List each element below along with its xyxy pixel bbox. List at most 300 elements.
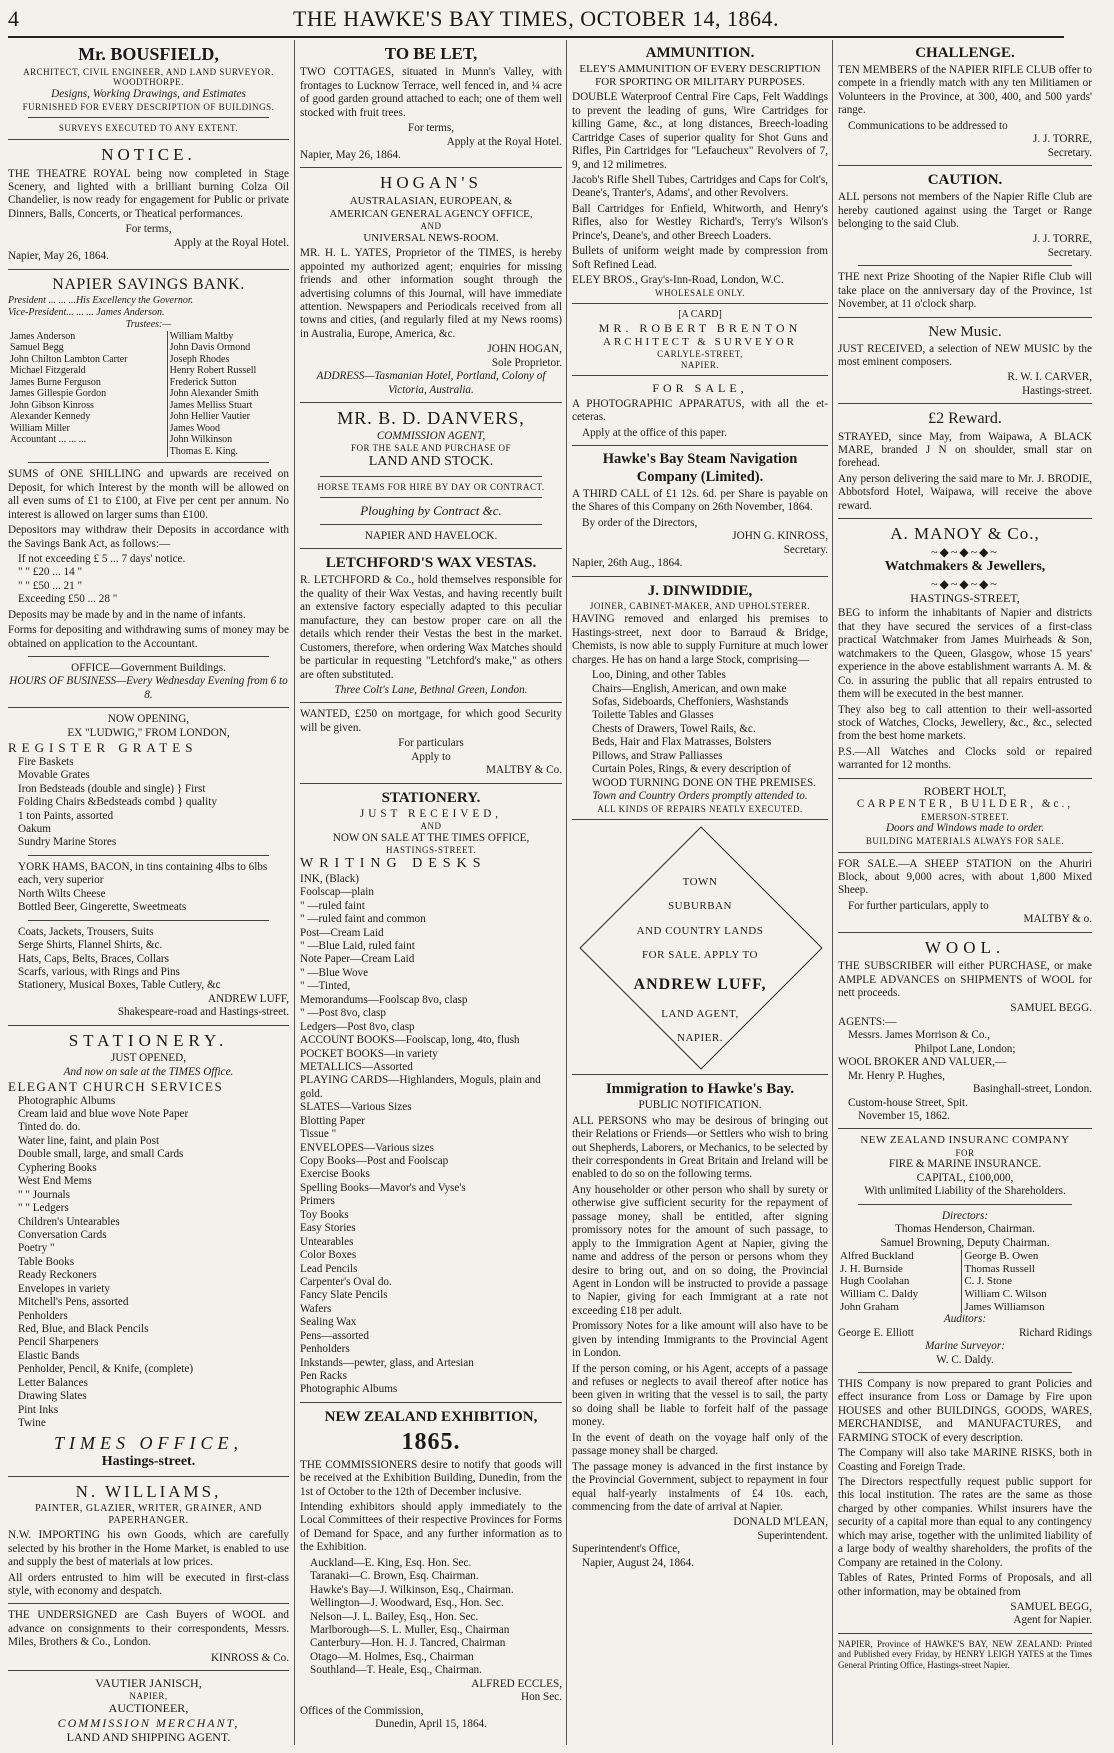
- list-item: Photographic Albums: [300, 1383, 398, 1396]
- ad-body: The Directors respectfully request public support for this local institution. The rates are the same as those charged by other companies. Whilst insurers have the security of a capital more than equal to any contingency which may arise, together with the unlimited liability of a large body of wealthy shareholders, the profits of the Company are retained in the Colony.: [838, 1476, 1092, 1569]
- divider: [300, 167, 562, 168]
- trustee-name: Michael Fitzgerald: [10, 365, 86, 377]
- director-name: Hugh Coolahan: [840, 1275, 910, 1288]
- list-item: Toy Books: [300, 1208, 349, 1221]
- ad-title: Hawke's Bay Steam Navigation Company (Limited).: [602, 451, 798, 485]
- ad-subtitle: Watchmakers & Jewellers,: [884, 558, 1046, 574]
- item-list: [572, 669, 828, 790]
- ad-title: CHALLENGE.: [915, 45, 1015, 61]
- divider: [838, 778, 1092, 779]
- list-item: Beds, Hair and Flax Matrasses, Bolsters: [592, 736, 772, 749]
- divider: [8, 1025, 289, 1026]
- list-item: Lead Pencils: [300, 1262, 358, 1275]
- ad-text: WHOLESALE ONLY.: [655, 287, 745, 298]
- ad-subtitle: PAINTER, GLAZIER, WRITER, GRAINER, AND PAPERHANGER.: [35, 1503, 262, 1527]
- ad-signature: Sole Proprietor.: [491, 356, 562, 369]
- ad-body: R. LETCHFORD & Co., hold themselves responsible for the quality of their Wax Vestas, and having recently built an extensive factory especially adapted to this peculiar manufacture, they can bestow proper care on all the details which render their Vestas the best in the market. Customers, therefore, when ordering Wax Matches should be particular in requesting "Letchford's make," as others are often substituted.: [300, 574, 562, 681]
- ad-title: HOGAN'S: [380, 173, 482, 193]
- divider: [300, 402, 562, 403]
- column-3: [572, 44, 828, 1744]
- divider: [28, 855, 269, 856]
- ad-title: New Music.: [928, 323, 1002, 340]
- trustee-name: Accountant ... ... ...: [10, 434, 87, 446]
- divider: [28, 656, 269, 657]
- ad-title: Mr. BOUSFIELD,: [78, 44, 219, 64]
- ad-body: MR. H. L. YATES, Proprietor of the TIMES, is hereby appointed my authorized agent; enquiries for missing friends and other information sought through the advertising columns of this Journal, will have immediate attention. Newspapers and Periodicals received from all towns and cities, (and regularly filed at my News rooms) in Australia, Europe, America, &c.: [300, 247, 562, 340]
- list-item: Letter Balances: [18, 1376, 88, 1389]
- list-item: Tinted do. do.: [18, 1121, 81, 1134]
- ad-signature: J. J. TORRE,: [1033, 133, 1092, 146]
- trustee-name: James Gillespie Gordon: [10, 388, 107, 400]
- ad-text: Basinghall-street, London.: [973, 1083, 1092, 1096]
- ad-body: THE SUBSCRIBER will either PURCHASE, or make AMPLE ADVANCES on SHIPMENTS of WOOL for nett proceeds.: [838, 960, 1092, 1000]
- directors-right: [962, 1250, 1092, 1313]
- director-name: C. J. Stone: [964, 1275, 1012, 1288]
- trustee-name: John Wilkinson: [169, 434, 233, 446]
- column-2: [300, 44, 562, 1744]
- ad-text: NOW OPENING,: [107, 713, 190, 726]
- ad-immigration: [572, 1080, 828, 1570]
- ad-text: AND: [420, 821, 442, 832]
- divider: [8, 1476, 289, 1477]
- ad-text: Communications to be addressed to: [848, 119, 1008, 132]
- divider: [28, 920, 269, 921]
- list-item: Chairs—English, American, and own make: [592, 682, 787, 695]
- list-item: Pens—assorted: [300, 1329, 369, 1342]
- trustee-name: John Davis Ormond: [169, 342, 251, 354]
- ad-bousfield: [8, 44, 289, 134]
- ad-body: The Company will also take MARINE RISKS, both in Coasting and Foreign Trade.: [838, 1447, 1092, 1473]
- ad-subtitle: ELEY'S AMMUNITION OF EVERY DESCRIPTION FOR SPORTING OR MILITARY PURPOSES.: [579, 63, 821, 89]
- ad-subtitle: AUSTRALASIAN, EUROPEAN, &: [349, 194, 513, 207]
- ad-text: BUILDING MATERIALS ALWAYS FOR SALE.: [865, 835, 1065, 846]
- ad-body: THIS Company is now prepared to grant Policies and effect insurance from Loss or Damage by Fire upon HOUSES and other BUILDINGS, GOODS, WARES, MERCHANDISE, and MANUFACTURES, and FARMING STOCK of every description.: [838, 1377, 1092, 1444]
- ad-signature: Hastings-street.: [1022, 384, 1092, 397]
- trustee-name: John Hellier Vautier: [169, 411, 251, 423]
- ad-body: SUMS of ONE SHILLING and upwards are received on Deposit, for which Interest by the month will be allowed on all even sums of £1 to £100, at Five per cent per annum. No interest is allowed on larger sums than £100.: [8, 468, 289, 521]
- ad-text: Apply at the office of this paper.: [582, 426, 727, 439]
- ad-vestas: [300, 554, 562, 697]
- divider: [838, 1128, 1092, 1129]
- divider: [838, 403, 1092, 404]
- list-item: Wellington—J. Woodward, Esq., Hon. Sec.: [310, 1597, 504, 1610]
- ad-text: FURNISHED FOR EVERY DESCRIPTION OF BUILDINGS.: [22, 101, 275, 112]
- column-rule: [566, 40, 567, 1745]
- ad-text: Town and Country Orders promptly attended to.: [592, 790, 808, 803]
- ad-text: Auditors:: [943, 1313, 987, 1326]
- ad-signature: Hon Sec.: [520, 1691, 562, 1704]
- ad-body: In the event of death on the voyage half only of the passage money shall be charged.: [572, 1431, 828, 1458]
- ad-subtitle: ARCHITECT & SURVEYOR: [603, 335, 797, 348]
- ad-body: THE UNDERSIGNED are Cash Buyers of WOOL and advance on consignments to their correspondents, Messrs. Miles, Brothers & Co., London.: [8, 1609, 289, 1649]
- list-item: Fire Baskets: [18, 755, 74, 768]
- ad-caution: [838, 171, 1092, 312]
- divider: [838, 932, 1092, 933]
- trustee-name: Alexander Kennedy: [10, 411, 91, 423]
- ad-body: Intending exhibitors should apply immediately to the Local Committees of their respective Provinces for Forms of Demand for Space, and any further information as to the Exhibition.: [300, 1501, 562, 1554]
- ad-ammunition: [572, 44, 828, 298]
- ad-text: For further particulars, apply to: [848, 899, 989, 912]
- ad-text: Thomas Henderson, Chairman.: [895, 1223, 1035, 1236]
- list-item: Sofas, Sideboards, Cheffoniers, Washstands: [592, 696, 789, 708]
- ad-text: Vice-President... ... ... James Anderson.: [8, 306, 165, 318]
- ad-luff-stores: [8, 713, 289, 1019]
- list-item: Blotting Paper: [300, 1114, 365, 1127]
- ad-heading: REGISTER GRATES: [8, 740, 198, 756]
- ad-signature: MALTBY & o.: [1023, 913, 1092, 926]
- auditor-name: George E. Elliott: [838, 1326, 914, 1339]
- ad-signature: J. J. TORRE,: [1033, 233, 1092, 246]
- ad-text: FOR: [955, 1147, 975, 1158]
- ad-text: FOR THE SALE AND PURCHASE OF: [350, 443, 512, 454]
- list-item: Children's Untearables: [18, 1215, 120, 1228]
- schedule-row: If not exceeding £ 5 ... 7 days' notice.: [18, 552, 186, 565]
- ad-savings-bank: [8, 275, 289, 703]
- ad-text: With unlimited Liability of the Shareholders.: [864, 1185, 1066, 1198]
- list-item: Pen Racks: [300, 1370, 347, 1383]
- ad-text: HOURS OF BUSINESS—Every Wednesday Evening from 6 to 8.: [9, 675, 288, 701]
- ad-body: THE COMMISSIONERS desire to notify that goods will be received at the Exhibition Building, Dunedin, from the 1st of October to the 12th of December inclusive.: [300, 1458, 562, 1498]
- ad-body: DOUBLE Waterproof Central Fire Caps, Felt Waddings to prevent the leading of guns, Wire Cartridges for killing Game, &c., at long distances, Breech-loading Cartridge Cases of superior quality for Shot Guns and Rifles, Pin Cartridges for "Lefaucheux" Revolvers of 7, 9, and 12 milimetres.: [572, 91, 828, 171]
- ad-text: NAPIER.: [680, 359, 720, 370]
- ad-body: Forms for depositing and withdrawing sums of money may be obtained on application to the Accountant.: [8, 624, 289, 650]
- trustee-name: John Alexander Smith: [169, 388, 259, 400]
- ad-title: N. WILLIAMS,: [75, 1481, 222, 1501]
- ad-body: P.S.—All Watches and Clocks sold or repaired warranted for 12 months.: [838, 745, 1092, 772]
- list-item: Twine: [18, 1417, 46, 1430]
- ad-text: AUCTIONEER,: [108, 1701, 189, 1716]
- ad-body: FOR SALE.—A SHEEP STATION on the Ahuriri Block, about 9,000 acres, with about 1,800 Mixed Sheep.: [838, 857, 1092, 897]
- list-item: POCKET BOOKS—in variety: [300, 1047, 438, 1060]
- list-item: Drawing Slates: [18, 1390, 87, 1403]
- ad-title: NOTICE.: [101, 145, 196, 165]
- ad-heading: WRITING DESKS: [300, 856, 487, 872]
- divider: [838, 852, 1092, 853]
- ad-text: HASTINGS-STREET,: [910, 591, 1020, 606]
- trustee-name: William Maltby: [169, 330, 234, 342]
- list-item: Movable Grates: [18, 769, 90, 782]
- list-item: " —Tinted,: [300, 980, 351, 993]
- ad-place: NAPIER,: [129, 1690, 168, 1701]
- divider: [572, 1074, 828, 1075]
- ad-body: They also beg to call attention to their well-assorted stock of Watches, Clocks, Jewellery, &c., &c., selected from the best home markets.: [838, 703, 1092, 743]
- ad-text: Doors and Windows made to order.: [885, 822, 1045, 835]
- ad-title: J. DINWIDDIE,: [647, 582, 753, 599]
- list-item: Loo, Dining, and other Tables: [592, 669, 726, 682]
- list-item: PLAYING CARDS—Highlanders, Moguls, plain and gold.: [300, 1074, 541, 1100]
- director-name: James Williamson: [964, 1300, 1045, 1313]
- list-item: Bottled Beer, Gingerette, Sweetmeats: [18, 901, 187, 914]
- ad-reward: [838, 409, 1092, 513]
- item-list: [8, 926, 289, 993]
- ad-manoy: [838, 524, 1092, 773]
- ad-title: CAUTION.: [927, 172, 1003, 189]
- ad-date: Dunedin, April 15, 1864.: [375, 1718, 487, 1731]
- divider: [320, 497, 542, 498]
- ad-body: WANTED, £250 on mortgage, for which good Security will be given.: [300, 708, 562, 734]
- ad-body: ALL PERSONS who may be desirous of bringing out their Relations or Friends—or Settlers who wish to bring out Shepherds, Laborers, or Mechanics, to be selected by their correspondents in Great Britain and Ireland will be enabled to do so on the following terms.: [572, 1114, 828, 1181]
- ad-place: WOODTHORPE.: [113, 77, 184, 88]
- ad-signature: Superintendent.: [757, 1529, 828, 1542]
- ad-title: STATIONERY.: [381, 789, 481, 806]
- ad-subtitle: PUBLIC NOTIFICATION.: [638, 1099, 762, 1112]
- divider: [572, 375, 828, 376]
- list-item: YORK HAMS, BACON, in tins containing 4lbs to 6lbs each, very superior: [18, 860, 268, 887]
- ad-text: By order of the Directors,: [582, 516, 698, 529]
- divider: [8, 269, 289, 270]
- ad-title: VAUTIER JANISCH,: [95, 1676, 202, 1691]
- ad-signature: Secretary.: [783, 543, 828, 556]
- ad-body: STRAYED, since May, from Waipawa, A BLACK MARE, branded J N on shoulder, small star on forehead.: [838, 430, 1092, 470]
- ad-text: JUST OPENED,: [110, 1052, 186, 1065]
- divider: [858, 1372, 1072, 1373]
- ad-text: Samuel Browning, Deputy Chairman.: [880, 1236, 1050, 1249]
- ad-text: OFFICE—Government Buildings.: [71, 662, 226, 675]
- list-item: Ready Reckoners: [18, 1269, 97, 1282]
- ad-luff-lands: [581, 828, 819, 1066]
- ad-body: The passage money is advanced in the first instance by the Provincial Government, subject to repayment in four equal half-yearly instalments of £4 10s. each, commencing from the date of arrival at Napier.: [572, 1460, 828, 1513]
- list-item: Wafers: [300, 1302, 332, 1315]
- diamond-text: [581, 870, 819, 1050]
- ad-wanted: [300, 708, 562, 777]
- ad-body: Ball Cartridges for Enfield, Whitworth, and Henry's Rifles, also for Westley Richard's, Terry's Wilson's Prince's, Deane's, and other Breech Loaders.: [572, 202, 828, 242]
- schedule-row: " " £50 ... 21 ": [18, 579, 83, 592]
- ad-text: SUBURBAN: [668, 900, 732, 913]
- ad-text: For terms,: [125, 223, 172, 236]
- divider: [300, 548, 562, 549]
- divider: [300, 1402, 562, 1403]
- ad-date: November 15, 1862.: [858, 1109, 950, 1122]
- divider: [300, 783, 562, 784]
- ad-title: WOOL.: [924, 937, 1006, 957]
- ad-signature: SAMUEL BEGG.: [1010, 1002, 1092, 1015]
- ad-text: LAND AGENT,: [661, 1008, 739, 1021]
- trustee-name: James Burne Ferguson: [10, 376, 101, 388]
- director-name: J. H. Burnside: [840, 1262, 903, 1275]
- ad-body: BEG to inform the inhabitants of Napier and districts that they have secured the services of a first-class practical Watchmaker from James Muirheads & Son, watchmakers to the Queen, Glasgow, whose 15 years' experience in the above establishment warrants A. M. & Co. in assuring the public that all repairs entrusted to them will be executed in the best manner.: [838, 607, 1092, 701]
- ad-body: All orders entrusted to him will be executed in first-class style, with economy and despatch.: [8, 1571, 289, 1598]
- ad-title: MR. ROBERT BRENTON: [598, 321, 802, 336]
- ad-text: NOW ON SALE AT THE TIMES OFFICE,: [332, 831, 530, 844]
- list-item: Sundry Marine Stores: [18, 836, 117, 849]
- list-item: " " Journals: [18, 1188, 71, 1201]
- ad-subtitle: Hastings-street.: [101, 1454, 196, 1470]
- list-item: Photographic Albums: [18, 1094, 116, 1107]
- directors-left: [838, 1250, 962, 1313]
- ad-body: A PHOTOGRAPHIC APPARATUS, with all the et-ceteras.: [572, 397, 828, 424]
- list-item: 1 ton Paints, assorted: [18, 809, 114, 822]
- list-item: Ledgers—Post 8vo, clasp: [300, 1020, 415, 1033]
- ad-text: HASTINGS-STREET.: [385, 845, 477, 856]
- list-item: Pillows, and Straw Palliasses: [592, 749, 723, 762]
- trustee-name: Frederick Sutton: [169, 376, 237, 388]
- list-item: SLATES—Various Sizes: [300, 1101, 412, 1114]
- list-item: Marlborough—S. L. Muller, Esq., Chairman: [310, 1623, 510, 1636]
- list-item: Foolscap—plain: [300, 886, 374, 899]
- list-item: Table Books: [18, 1255, 75, 1268]
- item-list: [8, 1095, 289, 1431]
- ad-title: TIMES OFFICE,: [54, 1432, 243, 1453]
- ad-steam-navigation: [572, 451, 828, 570]
- list-item: Toilette Tables and Glasses: [592, 709, 714, 722]
- ad-subtitle: AND: [420, 221, 442, 232]
- ad-text: Custom-house Street, Spit.: [848, 1096, 968, 1109]
- list-item: Hawke's Bay—J. Wilkinson, Esq., Chairman.: [310, 1583, 514, 1596]
- ad-body: HAVING removed and enlarged his premises to Hastings-street, next door to Barraud & Bridge, Chemists, is now able to supply Furniture at much lower charges. He has on hand a large Stock, comprising—: [572, 613, 828, 666]
- trustee-name: Thomas E. King.: [169, 445, 238, 457]
- list-item: Memorandums—Foolscap 8vo, clasp: [300, 993, 468, 1006]
- ad-wool-begg: [838, 938, 1092, 1124]
- divider: [320, 524, 542, 525]
- list-item: Auckland—E. King, Esq. Hon. Sec.: [310, 1556, 472, 1569]
- ad-exhibition: [300, 1408, 562, 1732]
- ad-title: A. MANOY & Co.,: [890, 524, 1040, 544]
- divider: [858, 1204, 1072, 1205]
- list-item: Penholder, Pencil, & Knife, (complete): [18, 1363, 194, 1376]
- divider: [838, 317, 1092, 318]
- ad-text: And now on sale at the TIMES Office.: [63, 1065, 234, 1078]
- ad-text: AND COUNTRY LANDS: [636, 924, 764, 937]
- ad-address: ADDRESS—Tasmanian Hotel, Portland, Colony of Victoria, Australia.: [316, 370, 546, 396]
- ad-date: Napier, August 24, 1864.: [582, 1556, 695, 1569]
- ad-signature: MALTBY & Co.: [486, 764, 562, 777]
- list-item: Serge Shirts, Flannel Shirts, &c.: [18, 939, 163, 952]
- ad-text: FOR SALE. APPLY TO: [642, 948, 758, 961]
- ad-challenge: [838, 44, 1092, 160]
- ad-sheep-station: [838, 858, 1092, 927]
- director-name: George B. Owen: [964, 1250, 1039, 1263]
- divider: [838, 165, 1092, 166]
- ad-body: Bullets of uniform weight made by compression from Soft Refined Lead.: [572, 245, 828, 271]
- list-item: Red, Blue, and Black Pencils: [18, 1323, 149, 1335]
- trustees-right: [167, 331, 289, 458]
- item-list: [8, 861, 289, 915]
- column-rule: [832, 40, 833, 1745]
- trustee-name: James Anderson: [10, 330, 76, 342]
- list-item: " —ruled faint: [300, 899, 365, 912]
- deposit-schedule: [8, 553, 289, 607]
- ad-title: ANDREW LUFF,: [633, 976, 767, 994]
- ad-text: JUST RECEIVED,: [359, 807, 503, 820]
- ad-notice: [8, 145, 289, 263]
- ad-body: Tables of Rates, Printed Forms of Proposals, and all other information, may be obtained from: [838, 1572, 1092, 1598]
- list-item: Taranaki—C. Brown, Esq. Chairman.: [310, 1570, 479, 1583]
- list-item: Nelson—J. L. Bailey, Esq., Hon. Sec.: [310, 1610, 479, 1623]
- divider: [8, 139, 289, 140]
- ad-title: STATIONERY.: [68, 1030, 229, 1050]
- ad-body: Any householder or other person who shall by surety or otherwise give sufficient security for the repayment of passage money, shall be entitled, after signing promissory notes for the amount of such passage, to apply to the Immigration Agent at Napier, giving the name and address of the person or persons whom they desire to bring out, and on so doing, the Provincial Agent in London will be instructed to provide a passage to Napier, giving for each Immigrant at a rate not exceeding £18 per adult.: [572, 1183, 828, 1317]
- list-item: Chests of Drawers, Towel Rails, &c.: [592, 722, 756, 735]
- list-item: Penholders: [300, 1343, 350, 1356]
- divider: [838, 1633, 1092, 1634]
- list-item: " —Post 8vo, clasp: [300, 1007, 386, 1020]
- ad-body: Depositors may withdraw their Deposits in accordance with the Savings Bank Act, as follows:—: [8, 524, 289, 550]
- ad-body: If the person coming, or his Agent, accepts of a passage and refuses or neglects to avail thereof after notice has been given in writing that the vessel is to sail, the party so doing shall be liable to forfeit half of the passage money.: [572, 1362, 828, 1429]
- committee-list: [300, 1557, 562, 1678]
- ad-text: Offices of the Commission,: [300, 1704, 424, 1717]
- ad-subtitle: AMERICAN GENERAL AGENCY OFFICE,: [329, 208, 533, 221]
- ad-to-let: [300, 44, 562, 162]
- list-item: Double small, large, and small Cards: [18, 1148, 184, 1161]
- ad-year: 1865.: [401, 1428, 461, 1455]
- ad-title: NEW ZEALAND INSURANC COMPANY: [860, 1134, 1070, 1147]
- ad-text: EMERSON-STREET.: [920, 811, 1010, 822]
- ad-title: Immigration to Hawke's Bay.: [605, 1081, 795, 1098]
- ad-title: TO BE LET,: [384, 44, 478, 63]
- ad-body: THE next Prize Shooting of the Napier Rifle Club will take place on the anniversary day of the Province, 1st November, at 11 o'clock sharp.: [838, 271, 1092, 311]
- list-item: Cyphering Books: [18, 1161, 97, 1174]
- ad-title: FOR SALE,: [652, 381, 748, 396]
- list-item: Exercise Books: [300, 1168, 370, 1181]
- director-name: William C. Wilson: [964, 1287, 1047, 1300]
- ad-body: THE THEATRE ROYAL being now completed in Stage Scenery, and lighted with a brilliant burning Colza Oil Chandelier, is now ready for engagement for Public or private Dinners, Balls, Concerts, or Theatical performances.: [8, 167, 289, 220]
- divider: [858, 265, 1072, 266]
- ad-signature: JOHN G. KINROSS,: [732, 530, 828, 543]
- ad-stationery-received: [300, 789, 562, 1397]
- ad-text: LAND AND STOCK.: [368, 453, 494, 469]
- ad-signature: ALFRED ECCLES,: [471, 1677, 562, 1690]
- trustee-name: Henry Robert Russell: [169, 365, 257, 377]
- ad-text: ALL KINDS OF REPAIRS NEATLY EXECUTED.: [597, 803, 803, 814]
- trustee-name: James Wood: [169, 422, 221, 434]
- divider: [8, 707, 289, 708]
- list-item: Conversation Cards: [18, 1228, 107, 1241]
- list-item: Canterbury—Hon. H. J. Tancred, Chairman: [310, 1637, 506, 1650]
- ad-insurance: [838, 1134, 1092, 1627]
- list-item: Scarfs, various, with Rings and Pins: [18, 965, 180, 978]
- ad-text: Mr. Henry P. Hughes,: [848, 1069, 945, 1082]
- list-item: Oakum: [18, 823, 51, 836]
- ad-danvers: [300, 408, 562, 543]
- list-item: Envelopes in variety: [18, 1282, 110, 1295]
- list-item: Otago—M. Holmes, Esq., Chairman: [310, 1650, 474, 1663]
- ad-subtitle: ARCHITECT, CIVIL ENGINEER, AND LAND SURVEYOR.: [23, 66, 274, 77]
- ad-date: Napier, 26th Aug., 1864.: [572, 557, 683, 570]
- ad-text: NAPIER.: [677, 1032, 723, 1045]
- ad-music: [838, 323, 1092, 399]
- divider: [320, 476, 542, 477]
- ad-text: Apply at the Royal Hotel.: [446, 135, 562, 148]
- ad-for-sale: [572, 381, 828, 440]
- ad-text: HORSE TEAMS FOR HIRE BY DAY OR CONTRACT.: [317, 481, 545, 492]
- list-item: Penholders: [18, 1309, 68, 1322]
- schedule-row: Exceeding £50 ... 28 ": [18, 593, 118, 606]
- divider: [8, 1670, 289, 1671]
- ad-vautier: [8, 1676, 289, 1744]
- list-item: Primers: [300, 1195, 335, 1208]
- ad-body: Promissory Notes for a like amount will also have to be given by intending Immigrants to the Provincial Agent in London.: [572, 1320, 828, 1360]
- ad-title: NAPIER SAVINGS BANK.: [52, 275, 245, 293]
- list-item: Coats, Jackets, Trousers, Suits: [18, 925, 154, 938]
- ad-dinwiddie: [572, 582, 828, 815]
- trustee-name: John Gibson Kinross: [10, 399, 94, 411]
- ad-address: Three Colt's Lane, Bethnal Green, London.: [334, 683, 528, 696]
- ad-signature: KINROSS & Co.: [210, 1651, 289, 1664]
- ad-text: Apply at the Royal Hotel.: [173, 236, 289, 249]
- column-rule: [294, 40, 295, 1745]
- masthead: [8, 2, 1064, 38]
- trustee-name: William Miller: [10, 422, 70, 434]
- trustee-name: John Chilton Lambton Carter: [10, 353, 128, 365]
- director-name: Alfred Buckland: [840, 1250, 914, 1263]
- list-item: WOOD TURNING DONE ON THE PREMISES.: [592, 776, 816, 789]
- ad-subtitle: CARPENTER, BUILDER, &c.,: [856, 798, 1074, 811]
- list-item: Copy Books—Post and Foolscap: [300, 1155, 449, 1168]
- list-item: Iron Bedsteads (double and single) } First: [18, 782, 206, 795]
- list-item: Tissue ": [300, 1128, 337, 1141]
- ad-text: Philpot Lane, London;: [914, 1042, 1016, 1055]
- list-item: Stationery, Musical Boxes, Table Cutlery, &c: [18, 979, 221, 992]
